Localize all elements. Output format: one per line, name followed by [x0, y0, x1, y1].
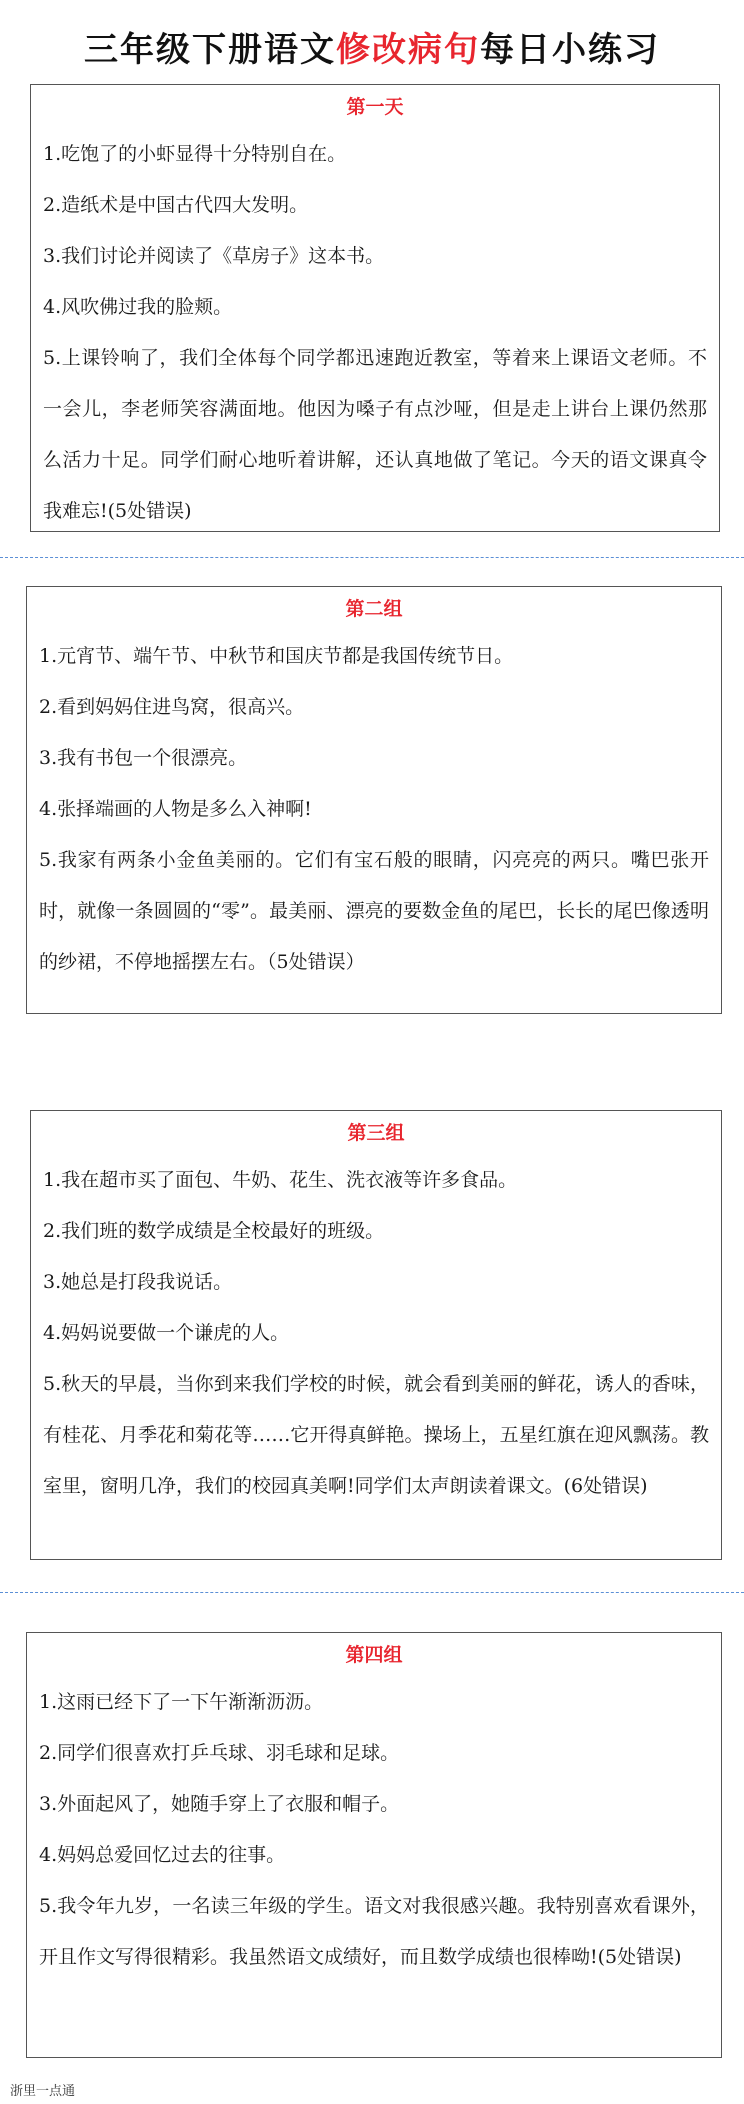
exercise-box-group2 — [26, 586, 722, 1014]
section-heading: 第三组 — [347, 1122, 405, 1144]
exercise-item: 3.我有书包一个很漂亮。 — [39, 747, 248, 769]
title-prefix: 三年级下册语文 — [84, 30, 336, 70]
section-heading: 第一天 — [346, 96, 404, 118]
exercise-paragraph: 5.我令年九岁，一名读三年级的学生。语文对我很感兴趣。我特别喜欢看课外，开且作文写得很精彩。我虽然语文成绩好，而且数学成绩也很棒呦!(5处错误) — [39, 1895, 709, 1968]
exercise-box-group4 — [26, 1632, 722, 2058]
section-heading: 第四组 — [345, 1644, 403, 1666]
exercise-paragraph: 5.我家有两条小金鱼美丽的。它们有宝石般的眼睛，闪亮亮的两只。嘴巴张开时，就像一条圆圆的“零”。最美丽、漂亮的要数金鱼的尾巴，长长的尾巴像透明的纱裙，不停地摇摆左右。（5处错误） — [39, 849, 709, 973]
exercise-item: 2.同学们很喜欢打乒乓球、羽毛球和足球。 — [39, 1742, 400, 1764]
exercise-item: 3.外面起风了，她随手穿上了衣服和帽子。 — [39, 1793, 400, 1815]
exercise-item: 1.我在超市买了面包、牛奶、花生、洗衣液等许多食品。 — [43, 1169, 518, 1191]
section-divider — [0, 557, 744, 558]
exercise-item: 1.吃饱了的小虾显得十分特别自在。 — [43, 143, 347, 165]
section-heading: 第二组 — [345, 598, 403, 620]
title-suffix: 每日小练习 — [480, 30, 660, 70]
footer-watermark: 浙里一点通 — [10, 2084, 76, 2099]
exercise-paragraph: 5.上课铃响了，我们全体每个同学都迅速跑近教室，等着来上课语文老师。不一会儿，李老师笑容满面地。他因为嗓子有点沙哑，但是走上讲台上课仍然那么活力十足。同学们耐心地听着讲解，还认真地做了笔记。今天的语文课真令我难忘!(5处错误) — [43, 347, 707, 522]
exercise-box-day1 — [30, 84, 720, 532]
exercise-item: 2.我们班的数学成绩是全校最好的班级。 — [43, 1220, 385, 1242]
exercise-item: 4.妈妈总爱回忆过去的往事。 — [39, 1844, 286, 1866]
exercise-item: 1.元宵节、端午节、中秋节和国庆节都是我国传统节日。 — [39, 645, 514, 667]
exercise-item: 4.张择端画的人物是多么入神啊! — [39, 798, 312, 820]
title-highlight: 修改病句 — [336, 30, 480, 70]
exercise-item: 2.造纸术是中国古代四大发明。 — [43, 194, 309, 216]
exercise-item: 1.这雨已经下了一下午渐渐沥沥。 — [39, 1691, 324, 1713]
exercise-box-group3 — [30, 1110, 722, 1560]
page-title — [0, 22, 744, 71]
exercise-paragraph: 5.秋天的早晨，当你到来我们学校的时候，就会看到美丽的鲜花，诱人的香味，有桂花、月季花和菊花等……它开得真鲜艳。操场上，五星红旗在迎风飘荡。教室里，窗明几净，我们的校园真美啊!同学们太声朗读着课文。(6处错误) — [43, 1373, 709, 1497]
exercise-item: 4.妈妈说要做一个谦虎的人。 — [43, 1322, 290, 1344]
section-divider — [0, 1592, 744, 1593]
exercise-item: 3.我们讨论并阅读了《草房子》这本书。 — [43, 245, 385, 267]
exercise-item: 4.风吹佛过我的脸颊。 — [43, 296, 233, 318]
exercise-item: 2.看到妈妈住进鸟窝，很高兴。 — [39, 696, 305, 718]
exercise-item: 3.她总是打段我说话。 — [43, 1271, 233, 1293]
